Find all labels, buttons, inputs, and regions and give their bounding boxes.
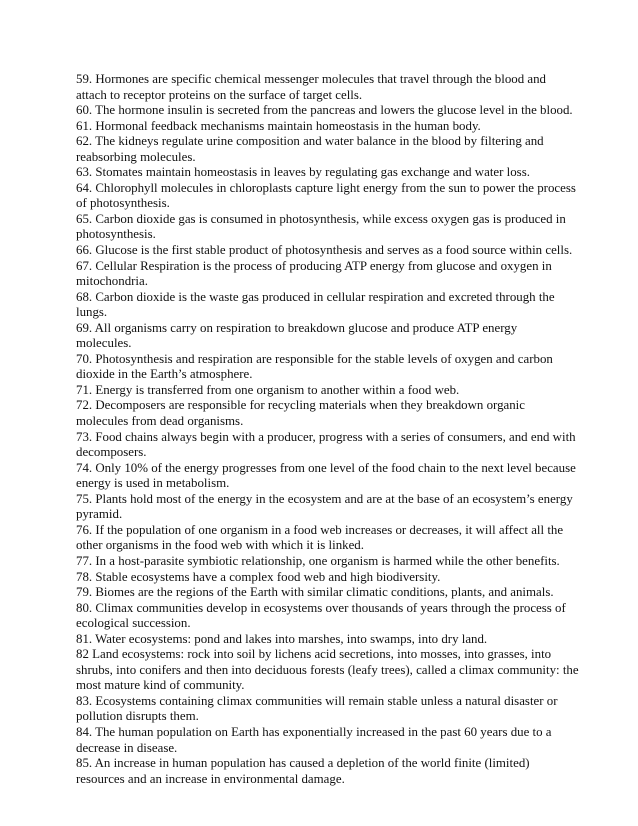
text-line: pyramid. xyxy=(76,507,123,522)
text-line: 71. Energy is transferred from one organism to another within a food web. xyxy=(76,382,460,397)
text-line: 85. An increase in human population has caused a depletion of the world finite (limited) xyxy=(76,756,530,771)
text-line: 59. Hormones are specific chemical messenger molecules that travel through the blood and xyxy=(76,72,546,86)
text-line: 61. Hormonal feedback mechanisms maintain homeostasis in the human body. xyxy=(76,118,481,133)
text-line: 79. Biomes are the regions of the Earth with similar climatic conditions, plants, and animals. xyxy=(76,585,554,600)
text-line: 74. Only 10% of the energy progresses from one level of the food chain to the next level because xyxy=(76,460,576,475)
text-line: resources and an increase in environmental damage. xyxy=(76,771,345,786)
text-line: decomposers. xyxy=(76,445,147,460)
text-line: attach to receptor proteins on the surface of target cells. xyxy=(76,87,363,102)
text-line: 72. Decomposers are responsible for recycling materials when they breakdown organic xyxy=(76,398,525,413)
text-line: molecules from dead organisms. xyxy=(76,414,244,429)
text-line: 73. Food chains always begin with a producer, progress with a series of consumers, and end with xyxy=(76,429,576,444)
text-line: 67. Cellular Respiration is the process of producing ATP energy from glucose and oxygen in xyxy=(76,258,552,273)
text-line: 63. Stomates maintain homeostasis in leaves by regulating gas exchange and water loss. xyxy=(76,165,530,180)
text-line: lungs. xyxy=(76,305,108,320)
text-line: 77. In a host-parasite symbiotic relationship, one organism is harmed while the other benefits. xyxy=(76,553,560,568)
text-line: ecological succession. xyxy=(76,616,191,631)
document-body xyxy=(76,72,579,787)
text-line: 64. Chlorophyll molecules in chloroplasts capture light energy from the sun to power the process xyxy=(76,180,576,195)
text-line: 75. Plants hold most of the energy in the ecosystem and are at the base of an ecosystem’s energy xyxy=(76,491,573,506)
text-line: reabsorbing molecules. xyxy=(76,149,196,164)
text-line: 83. Ecosystems containing climax communities will remain stable unless a natural disaster or xyxy=(76,693,558,708)
text-line: decrease in disease. xyxy=(76,740,178,755)
text-line: 81. Water ecosystems: pond and lakes into marshes, into swamps, into dry land. xyxy=(76,631,488,646)
text-line: 76. If the population of one organism in a food web increases or decreases, it will affect all the xyxy=(76,522,564,537)
text-line: 82 Land ecosystems: rock into soil by lichens acid secretions, into mosses, into grasses, into xyxy=(76,647,552,662)
text-line: dioxide in the Earth’s atmosphere. xyxy=(76,367,253,382)
text-line: 66. Glucose is the first stable product of photosynthesis and serves as a food source within cells. xyxy=(76,243,573,258)
text-line: 80. Climax communities develop in ecosystems over thousands of years through the process of xyxy=(76,600,566,615)
text-line: 60. The hormone insulin is secreted from the pancreas and lowers the glucose level in the blood. xyxy=(76,103,573,118)
text-line: energy is used in metabolism. xyxy=(76,476,230,491)
text-line: mitochondria. xyxy=(76,274,148,289)
text-line: pollution disrupts them. xyxy=(76,709,199,724)
text-line: photosynthesis. xyxy=(76,227,156,242)
text-line: 78. Stable ecosystems have a complex food web and high biodiversity. xyxy=(76,569,441,584)
text-line: 69. All organisms carry on respiration to breakdown glucose and produce ATP energy xyxy=(76,320,518,335)
text-line: molecules. xyxy=(76,336,132,351)
text-line: shrubs, into conifers and then into deciduous forests (leafy trees), called a climax community: the xyxy=(76,662,579,677)
text-line: of photosynthesis. xyxy=(76,196,170,211)
text-line: 70. Photosynthesis and respiration are responsible for the stable levels of oxygen and carbon xyxy=(76,351,553,366)
text-line: 68. Carbon dioxide is the waste gas produced in cellular respiration and excreted through the xyxy=(76,289,555,304)
text-line: 65. Carbon dioxide gas is consumed in photosynthesis, while excess oxygen gas is produced in xyxy=(76,211,566,226)
text-line: other organisms in the food web with which it is linked. xyxy=(76,538,364,553)
text-line: 62. The kidneys regulate urine composition and water balance in the blood by filtering and xyxy=(76,134,544,149)
text-line: most mature kind of community. xyxy=(76,678,245,693)
text-line: 84. The human population on Earth has exponentially increased in the past 60 years due to a xyxy=(76,724,552,739)
